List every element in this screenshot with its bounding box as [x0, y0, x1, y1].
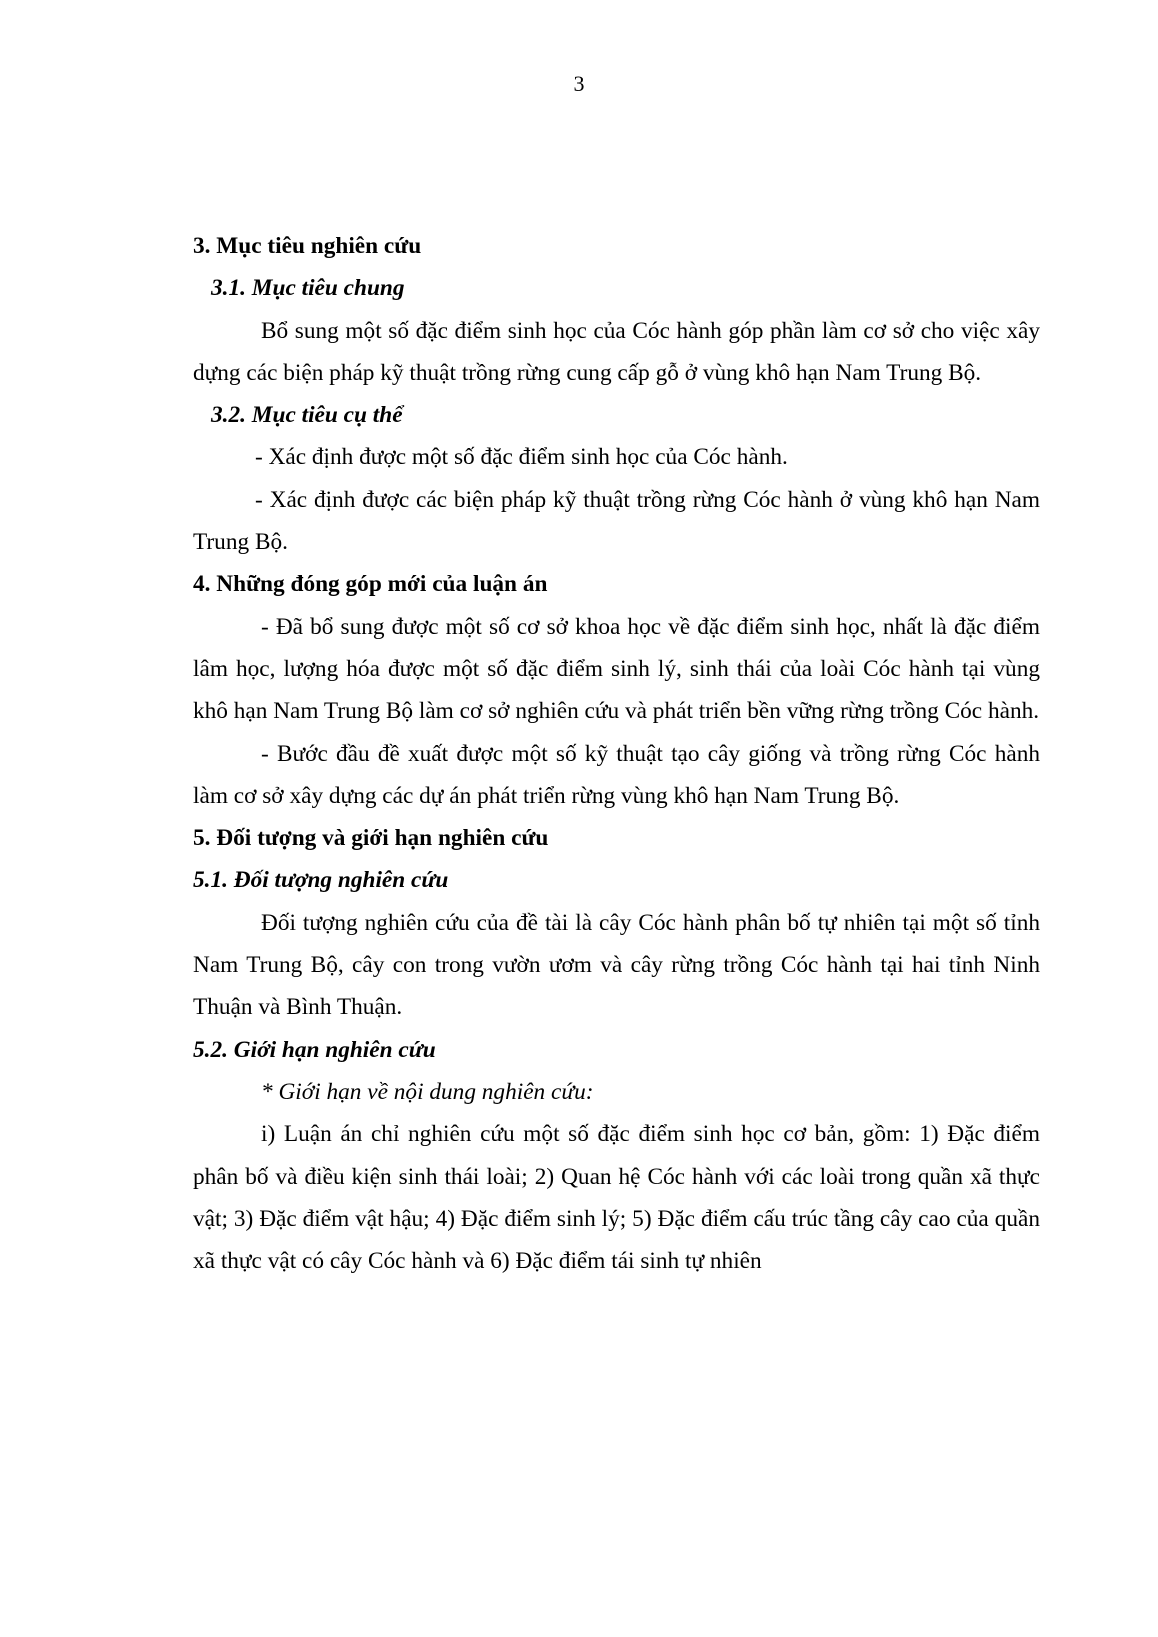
- section-4-item-1: - Đã bổ sung được một số cơ sở khoa học về đặc điểm sinh học, nhất là đặc điểm lâm học, lượng hóa được một số đặc điểm sinh lý, sinh thái của loài Cóc hành tại vùng khô hạn Nam Trung Bộ làm cơ sở nghiên cứu và phát triển bền vững rừng trồng Cóc hành.: [193, 613, 1040, 725]
- section-4-heading: 4. Những đóng góp mới của luận án: [193, 571, 548, 598]
- section-3-2-item-1: - Xác định được một số đặc điểm sinh học của Cóc hành.: [255, 444, 788, 471]
- section-5-1-paragraph: Đối tượng nghiên cứu của đề tài là cây Cóc hành phân bố tự nhiên tại một số tỉnh Nam Trung Bộ, cây con trong vườn ươm và cây rừng trồng Cóc hành tại hai tỉnh Ninh Thuận và Bình Thuận.: [193, 909, 1040, 1021]
- section-3-heading: 3. Mục tiêu nghiên cứu: [193, 233, 422, 259]
- section-3-2-item-2: - Xác định được các biện pháp kỹ thuật trồng rừng Cóc hành ở vùng khô hạn Nam Trung Bộ.: [193, 486, 1040, 556]
- section-3-2-heading: 3.2. Mục tiêu cụ thể: [211, 402, 403, 429]
- section-3-1-paragraph: Bổ sung một số đặc điểm sinh học của Cóc hành góp phần làm cơ sở cho việc xây dựng các biện pháp kỹ thuật trồng rừng cung cấp gỗ ở vùng khô hạn Nam Trung Bộ.: [193, 317, 1040, 386]
- section-4-item-2: - Bước đầu đề xuất được một số kỹ thuật tạo cây giống và trồng rừng Cóc hành làm cơ sở xây dựng các dự án phát triển rừng vùng khô hạn Nam Trung Bộ.: [193, 740, 1040, 809]
- document-body: [193, 225, 1040, 1282]
- section-5-2-paragraph: i) Luận án chỉ nghiên cứu một số đặc điểm sinh học cơ bản, gồm: 1) Đặc điểm phân bố và điều kiện sinh thái loài; 2) Quan hệ Cóc hành với các loài trong quần xã thực vật; 3) Đặc điểm vật hậu; 4) Đặc điểm sinh lý; 5) Đặc điểm cấu trúc tầng cây cao của quần xã thực vật có cây Cóc hành và 6) Đặc điểm tái sinh tự nhiên: [193, 1121, 1040, 1275]
- section-5-2-heading: 5.2. Giới hạn nghiên cứu: [193, 1036, 436, 1063]
- section-5-1-heading: 5.1. Đối tượng nghiên cứu: [193, 867, 449, 894]
- section-5-heading: 5. Đối tượng và giới hạn nghiên cứu: [193, 825, 549, 852]
- section-5-2-note: * Giới hạn về nội dung nghiên cứu:: [261, 1078, 594, 1105]
- section-3-1-heading: 3.1. Mục tiêu chung: [211, 275, 405, 302]
- page-number: 3: [573, 71, 585, 96]
